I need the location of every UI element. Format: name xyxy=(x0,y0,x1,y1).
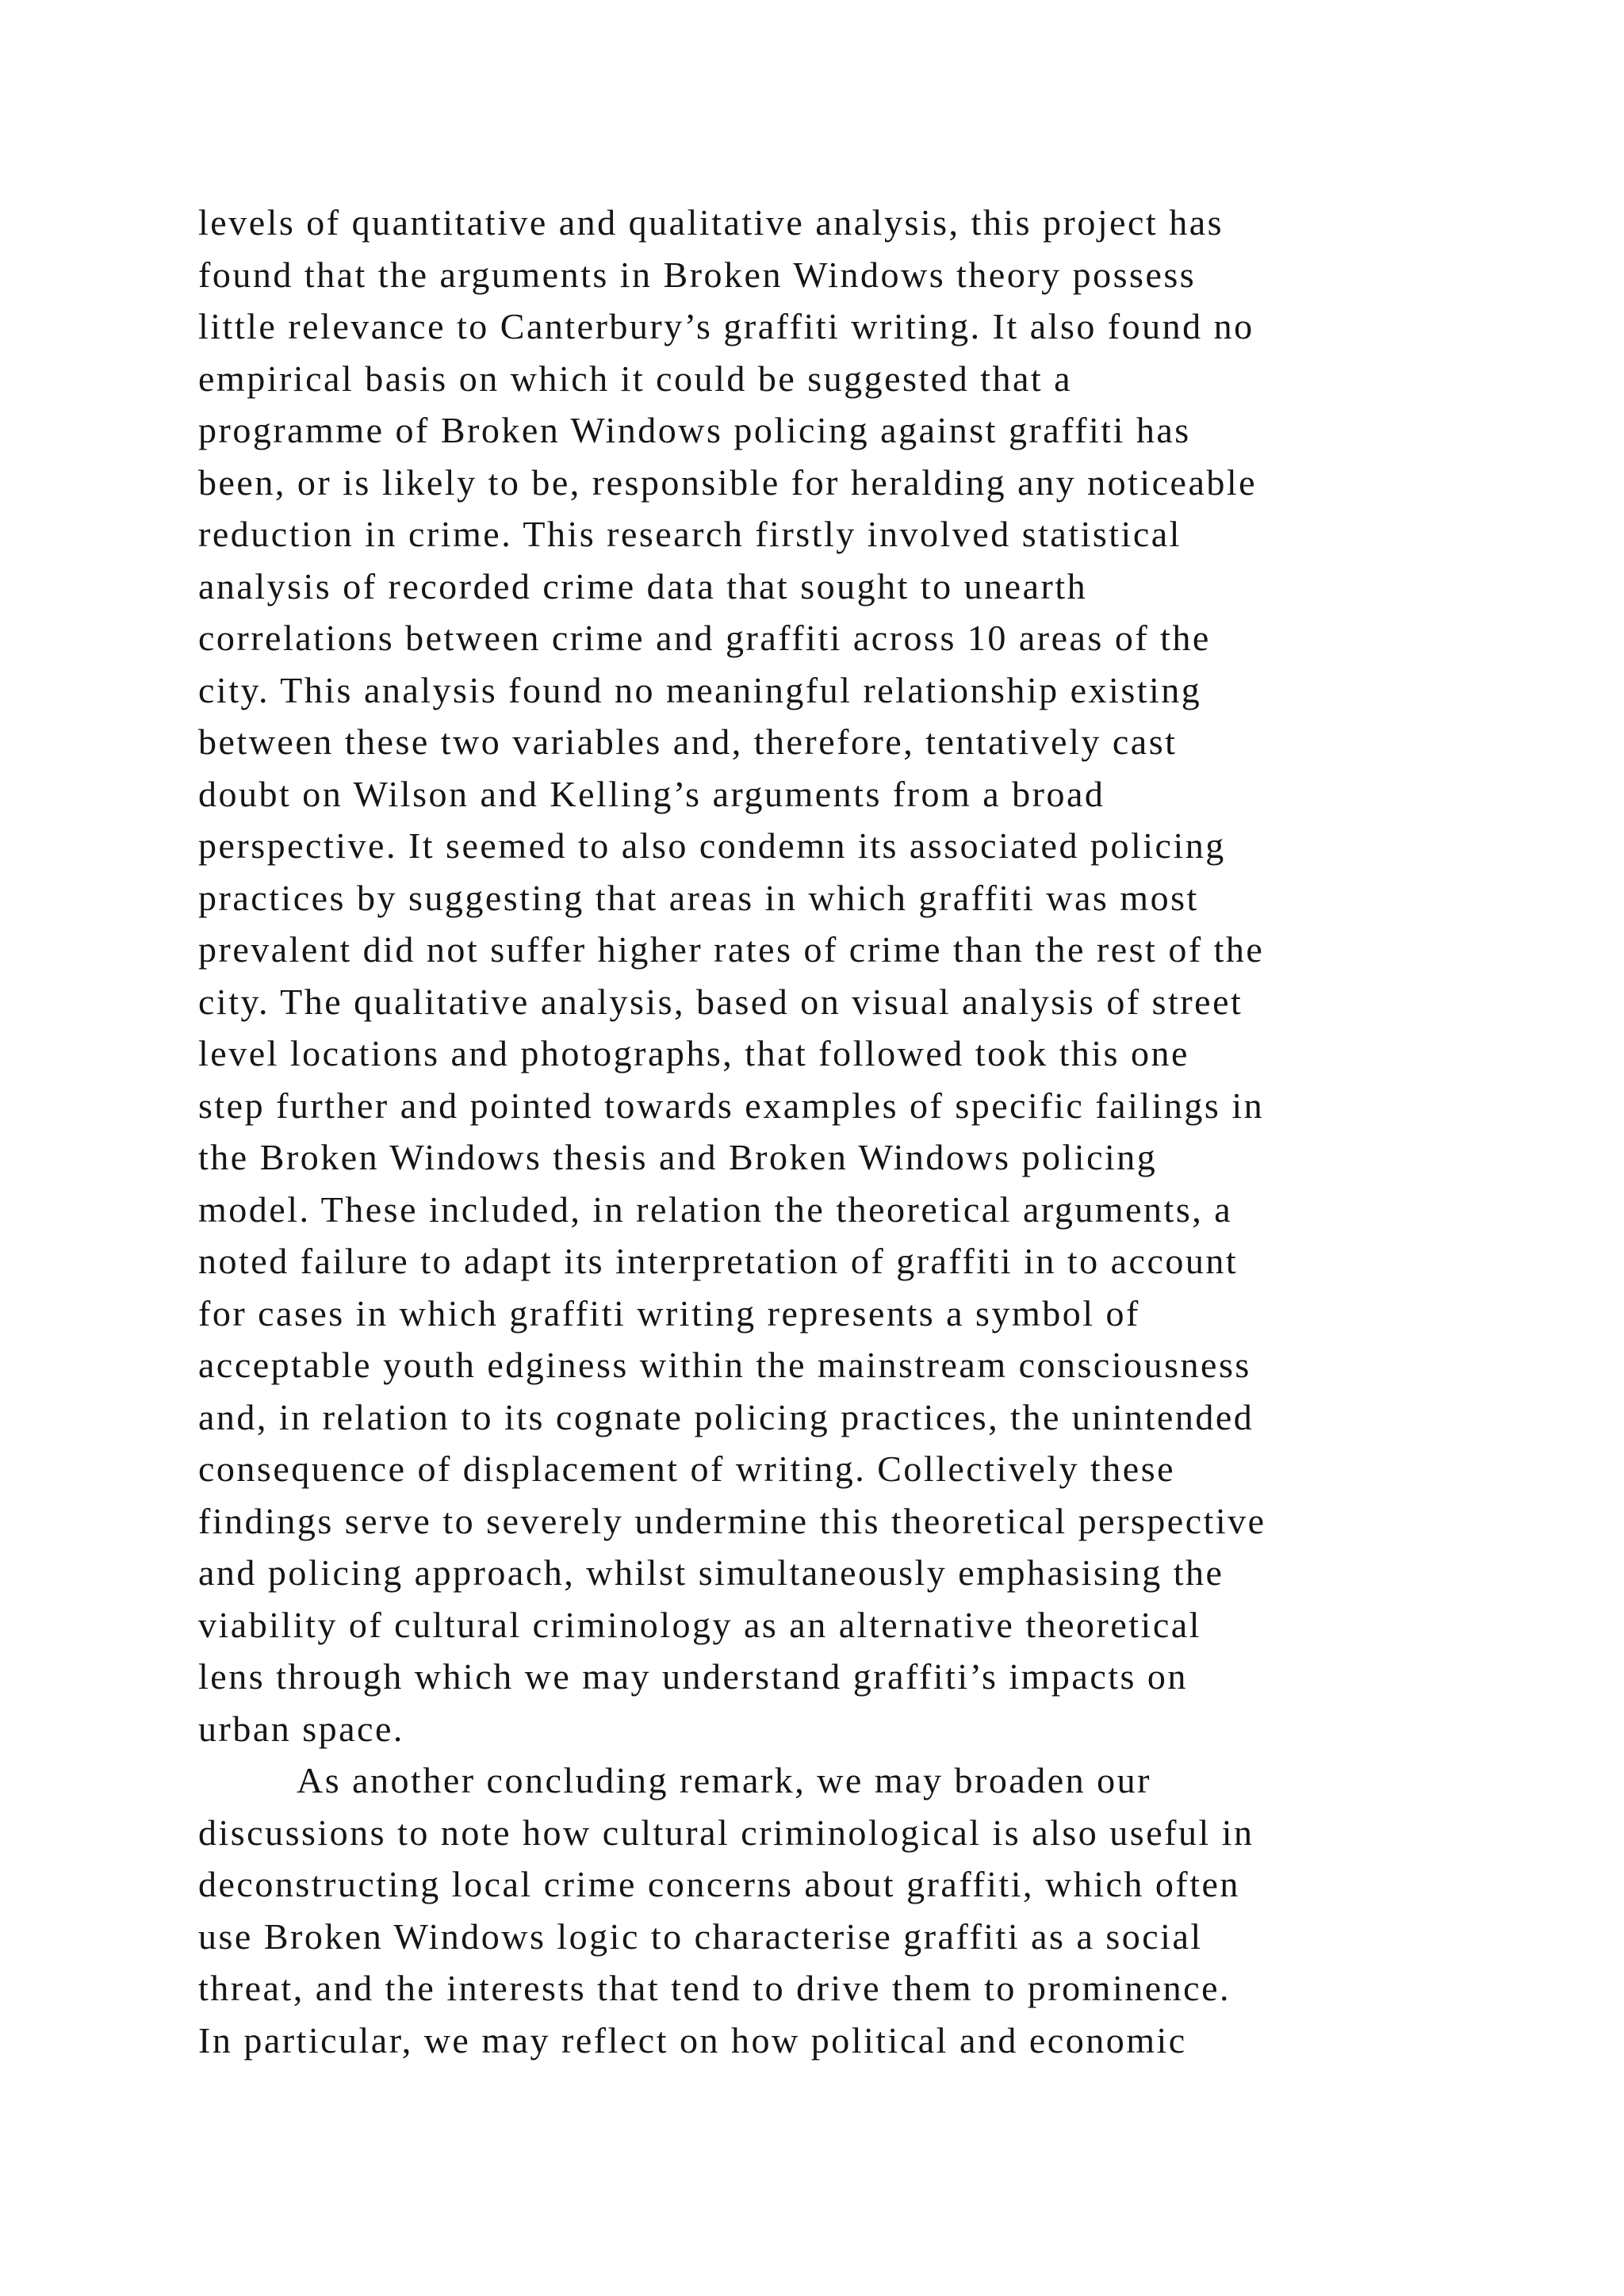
text-line: consequence of displacement of writing. Collectively these xyxy=(198,1448,1176,1489)
text-line: city. This analysis found no meaningful relationship existing xyxy=(198,669,1202,710)
paragraph xyxy=(198,1755,1467,2066)
text-line: discussions to note how cultural criminological is also useful in xyxy=(198,1812,1254,1853)
text-line: viability of cultural criminology as an alternative theoretical xyxy=(198,1604,1201,1645)
text-line: little relevance to Canterbury’s graffiti writing. It also found no xyxy=(198,306,1254,346)
text-line: use Broken Windows logic to characterise graffiti as a social xyxy=(198,1915,1203,1957)
text-line: step further and pointed towards examples of specific failings in xyxy=(198,1085,1265,1126)
text-line: acceptable youth edginess within the mainstream consciousness xyxy=(198,1345,1251,1385)
text-line: levels of quantitative and qualitative analysis, this project has xyxy=(198,202,1224,243)
text-line: urban space. xyxy=(198,1708,404,1749)
text-line: In particular, we may reflect on how political and economic xyxy=(198,2019,1187,2061)
text-line: findings serve to severely undermine this theoretical perspective xyxy=(198,1500,1266,1541)
text-line: programme of Broken Windows policing against graffiti has xyxy=(198,410,1191,450)
text-line: the Broken Windows thesis and Broken Windows policing xyxy=(198,1137,1158,1177)
text-line: and, in relation to its cognate policing practices, the unintended xyxy=(198,1396,1254,1437)
body-text xyxy=(198,197,1467,2066)
text-line: lens through which we may understand graffiti’s impacts on xyxy=(198,1656,1188,1697)
text-line: prevalent did not suffer higher rates of crime than the rest of the xyxy=(198,929,1265,970)
text-line: between these two variables and, therefore, tentatively cast xyxy=(198,721,1178,762)
text-line: As another concluding remark, we may broaden our xyxy=(297,1760,1152,1800)
text-line: and policing approach, whilst simultaneously emphasising the xyxy=(198,1552,1224,1593)
paragraph xyxy=(198,197,1467,1755)
text-line: correlations between crime and graffiti across 10 areas of the xyxy=(198,618,1211,658)
text-line: found that the arguments in Broken Windows theory possess xyxy=(198,254,1197,295)
text-line: analysis of recorded crime data that sought to unearth xyxy=(198,565,1088,607)
text-line: city. The qualitative analysis, based on visual analysis of street xyxy=(198,981,1243,1022)
text-line: been, or is likely to be, responsible for heralding any noticeable xyxy=(198,461,1258,503)
text-line: for cases in which graffiti writing represents a symbol of xyxy=(198,1292,1140,1334)
text-line: level locations and photographs, that followed took this one xyxy=(198,1033,1189,1073)
text-line: model. These included, in relation the theoretical arguments, a xyxy=(198,1188,1233,1230)
text-line: doubt on Wilson and Kelling’s arguments from a broad xyxy=(198,773,1105,814)
text-line: empirical basis on which it could be suggested that a xyxy=(198,358,1073,399)
text-line: deconstructing local crime concerns about graffiti, which often xyxy=(198,1864,1240,1904)
text-line: practices by suggesting that areas in which graffiti was most xyxy=(198,877,1199,918)
text-line: threat, and the interests that tend to drive them to prominence. xyxy=(198,1968,1231,2008)
text-line: noted failure to adapt its interpretation of graffiti in to account xyxy=(198,1241,1239,1281)
text-line: perspective. It seemed to also condemn its associated policing xyxy=(198,825,1226,866)
text-line: reduction in crime. This research firstly involved statistical xyxy=(198,514,1182,554)
